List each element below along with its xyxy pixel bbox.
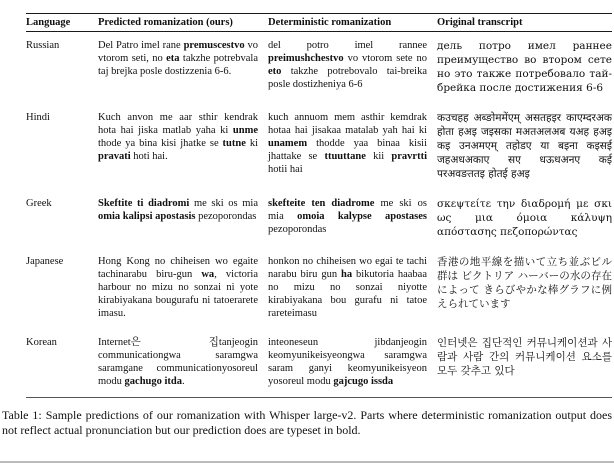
original-cell: σκεψτείτε την διαδρομή με σκι ως μια όμοια κάλυψη απόστασης πεζοπορώντας <box>437 198 612 238</box>
deterministic-cell: del potro imel rannee preimushchestvo vo vtorom sete no eto takzhe potrebovalo tai-breika posle dostizheniya 6-6 <box>268 40 427 90</box>
language-cell: Hindi <box>26 112 50 123</box>
predicted-cell: Hong Kong no chiheisen wo egaite tachinarabu biru-gun wa, victoria harbour no mizu no sonzai ni yote kirabiyakana bougurafu ni tatoerarete imasu. <box>98 256 258 319</box>
language-cell: Japanese <box>26 256 64 267</box>
deterministic-cell: skefteite ten diadrome me ski os mia omoia kalypse apostases pezoporondas <box>268 198 427 235</box>
deterministic-cell: honkon no chiheisen wo egai te tachi narabu biru gun ha bikutoria haabaa no mizu no sonzai niyotte kirabiyakana bou gurafu ni tatoe rareteimasu <box>268 256 427 319</box>
original-cell: 香港の地平線を描いて立ち並ぶビル群は ビクトリア ハーバーの水の存在によって きらびやかな棒グラフに例えられています <box>437 256 612 310</box>
original-cell: कउचहह अब्ङोममेंएम् असतहइर काएम्दरअक होता हअइ जइसका मअतअलअब यअह हअइ कइ उनअमएम् तहोडए या बइना कइसई जहअधअकाए सए धऊधअनए कई परअवङततइ होतई हअइ <box>437 112 612 180</box>
deterministic-cell: inteoneseun jibdanjeogin keomyunikeisyeongwa saramgwa saram ganyi keomyunikeisyeon yosoreul modu gajcugo issda <box>268 337 427 387</box>
predicted-cell: Internet은 집tanjeogin communicationgwa saramgwa saramgane communicationyosoreul modu gachugo itda. <box>98 337 258 387</box>
table-header <box>26 14 612 32</box>
table-body <box>26 32 612 398</box>
deterministic-cell: kuch annuom mem asthir kemdrak hotaa hai jisakaa matalab yah hai ki unamem thodde yaa binaa kisii jhattake se ttuuttane kii pravrtti hotii hai <box>268 112 427 175</box>
results-table <box>26 13 612 398</box>
table-row-russian <box>26 32 612 105</box>
column-header-2: Deterministic romanization <box>268 14 437 32</box>
table-row-hindi <box>26 104 612 190</box>
table-caption: Table 1: Sample predictions of our romanization with Whisper large-v2. Parts where deterministic romanization output does not reflect actual pronunciation but our prediction does are typeset in bold. <box>2 408 612 437</box>
column-header-1: Predicted romanization (ours) <box>98 14 268 32</box>
language-cell: Greek <box>26 198 52 209</box>
table-row-korean <box>26 329 612 398</box>
table-row-japanese <box>26 248 612 329</box>
column-header-3: Original transcript <box>437 14 612 32</box>
predicted-cell: Del Patro imel rane premuscestvo vo vtorom seti, no eta takzhe potrebvala taj brejka posle dostizzenia 6-6. <box>98 40 259 77</box>
predicted-cell: Skeftite ti diadromi me ski os mia omia kalipsi apostasis pezoporondas <box>98 198 258 222</box>
original-cell: 인터넷은 집단적인 커뮤니케이션과 사람과 사람 간의 커뮤니케이션 요소를 모두 갖추고 있다 <box>437 337 612 377</box>
column-header-0: Language <box>26 14 98 32</box>
header-row <box>26 14 612 32</box>
original-cell: дель потро имел раннее преимущество во втором сете но это также потребовало тай-брейка после достижения 6-6 <box>437 40 612 94</box>
language-cell: Russian <box>26 40 60 51</box>
predicted-cell: Kuch anvon me aar sthir kendrak hota hai jiska matlab yaha ki unme thode ya bina kisi jhatke se tutne ki pravati hoti hai. <box>98 112 258 162</box>
language-cell: Korean <box>26 337 57 348</box>
table-row-greek <box>26 190 612 248</box>
